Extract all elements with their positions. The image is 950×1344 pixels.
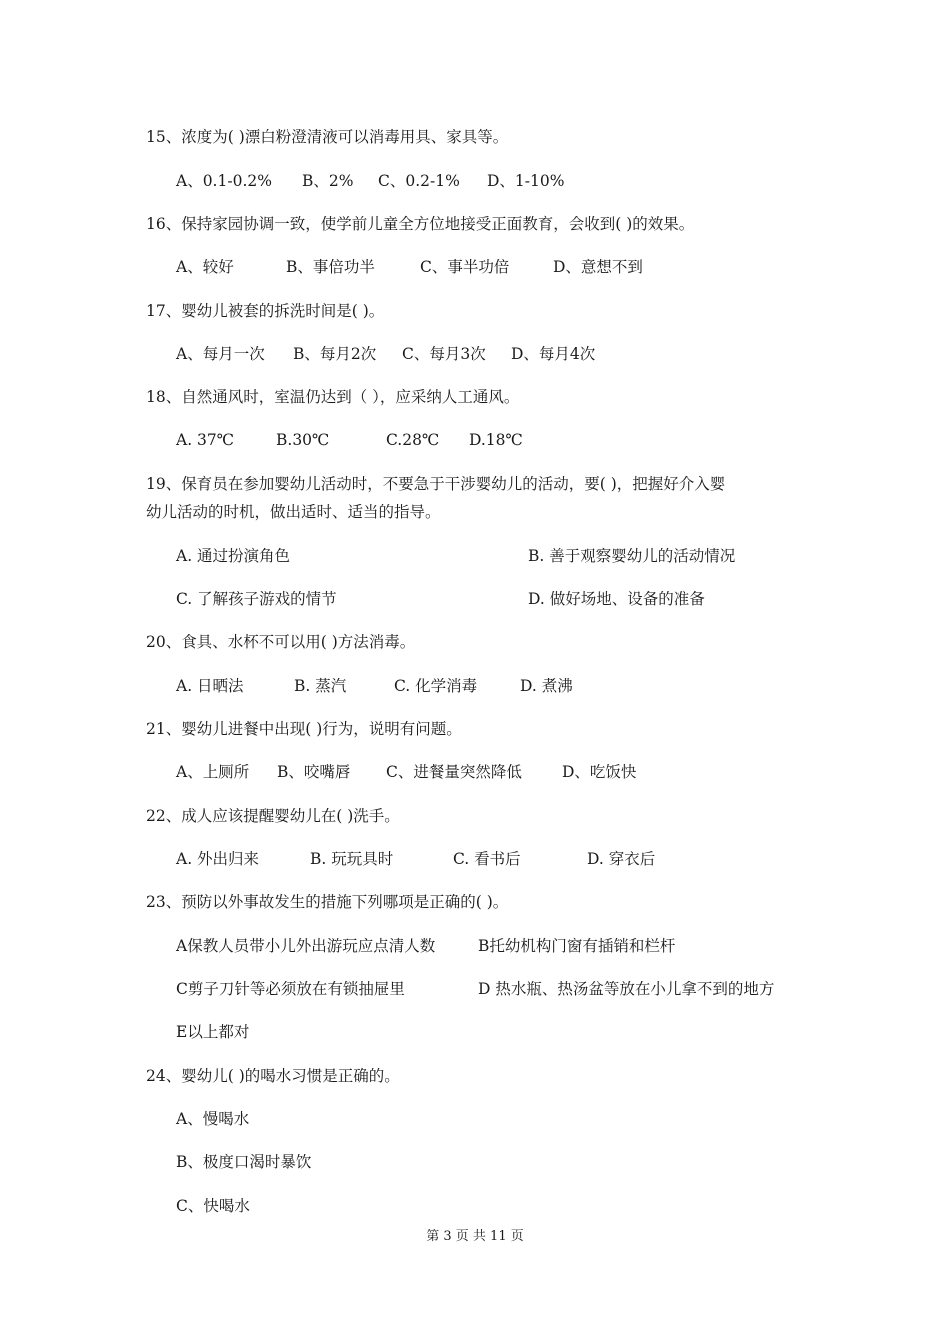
question-24-option-a: A、慢喝水 [176, 1110, 250, 1128]
question-21-option-a: A、上厕所 [176, 763, 250, 781]
question-24-option-c: C、快喝水 [176, 1197, 250, 1215]
question-19-option-d: D. 做好场地、设备的准备 [528, 590, 705, 608]
question-16-option-a: A、较好 [176, 258, 234, 276]
question-16-stem: 16、保持家园协调一致，使学前儿童全方位地接受正面教育，会收到( )的效果。 [146, 215, 695, 233]
question-17-option-d: D、每月4次 [511, 345, 596, 363]
question-18-option-a: A. 37℃ [176, 431, 235, 449]
question-19-option-b: B. 善于观察婴幼儿的活动情况 [528, 547, 736, 565]
question-23-option-b: B托幼机构门窗有插销和栏杆 [478, 937, 676, 955]
question-16-option-c: C、事半功倍 [420, 258, 510, 276]
question-16-option-d: D、意想不到 [553, 258, 643, 276]
question-21-option-d: D、吃饭快 [562, 763, 637, 781]
question-23-option-d: D 热水瓶、热汤盆等放在小儿拿不到的地方 [478, 980, 775, 998]
question-20-option-c: C. 化学消毒 [394, 677, 478, 695]
question-22-option-d: D. 穿衣后 [587, 850, 656, 868]
question-24-stem: 24、婴幼儿( )的喝水习惯是正确的。 [146, 1067, 400, 1085]
question-18-option-d: D.18℃ [469, 431, 523, 449]
question-22-option-c: C. 看书后 [453, 850, 521, 868]
question-19-stem-continued: 幼儿活动的时机，做出适时、适当的指导。 [146, 503, 441, 521]
question-18-stem: 18、自然通风时，室温仍达到（ ），应采纳人工通风。 [146, 388, 520, 406]
question-19-option-a: A. 通过扮演角色 [176, 547, 291, 565]
question-15-option-c: C、0.2-1% [378, 172, 460, 190]
question-22-stem: 22、成人应该提醒婴幼儿在( )洗手。 [146, 807, 400, 825]
question-21-option-b: B、咬嘴唇 [277, 763, 351, 781]
question-23-option-e: E以上都对 [176, 1023, 250, 1041]
question-15-option-b: B、2% [302, 172, 354, 190]
question-17-option-b: B、每月2次 [293, 345, 377, 363]
question-24-option-b: B、极度口渴时暴饮 [176, 1153, 312, 1171]
question-19-stem: 19、保育员在参加婴幼儿活动时，不要急于干涉婴幼儿的活动，要( )，把握好介入婴 [146, 475, 726, 493]
question-20-option-d: D. 煮沸 [520, 677, 573, 695]
page-number-footer: 第 3 页 共 11 页 [426, 1229, 524, 1244]
question-15-stem: 15、浓度为( )漂白粉澄清液可以消毒用具、家具等。 [146, 128, 509, 146]
question-23-option-a: A保教人员带小儿外出游玩应点清人数 [176, 937, 436, 955]
question-19-option-c: C. 了解孩子游戏的情节 [176, 590, 337, 608]
question-15-option-d: D、1-10% [487, 172, 565, 190]
question-18-option-b: B.30℃ [276, 431, 330, 449]
question-22-option-b: B. 玩玩具时 [310, 850, 394, 868]
question-16-option-b: B、事倍功半 [286, 258, 375, 276]
question-23-stem: 23、预防以外事故发生的措施下列哪项是正确的( )。 [146, 893, 509, 911]
question-17-option-a: A、每月一次 [176, 345, 265, 363]
question-21-stem: 21、婴幼儿进餐中出现( )行为，说明有问题。 [146, 720, 462, 738]
question-15-option-a: A、0.1-0.2% [176, 172, 272, 190]
question-21-option-c: C、进餐量突然降低 [386, 763, 522, 781]
question-17-option-c: C、每月3次 [402, 345, 486, 363]
question-22-option-a: A. 外出归来 [176, 850, 260, 868]
question-20-option-b: B. 蒸汽 [294, 677, 347, 695]
question-18-option-c: C.28℃ [386, 431, 440, 449]
question-17-stem: 17、婴幼儿被套的拆洗时间是( )。 [146, 302, 385, 320]
question-23-option-c: C剪子刀针等必须放在有锁抽屉里 [176, 980, 405, 998]
question-20-option-a: A. 日晒法 [176, 677, 244, 695]
question-20-stem: 20、食具、水杯不可以用( )方法消毒。 [146, 633, 416, 651]
